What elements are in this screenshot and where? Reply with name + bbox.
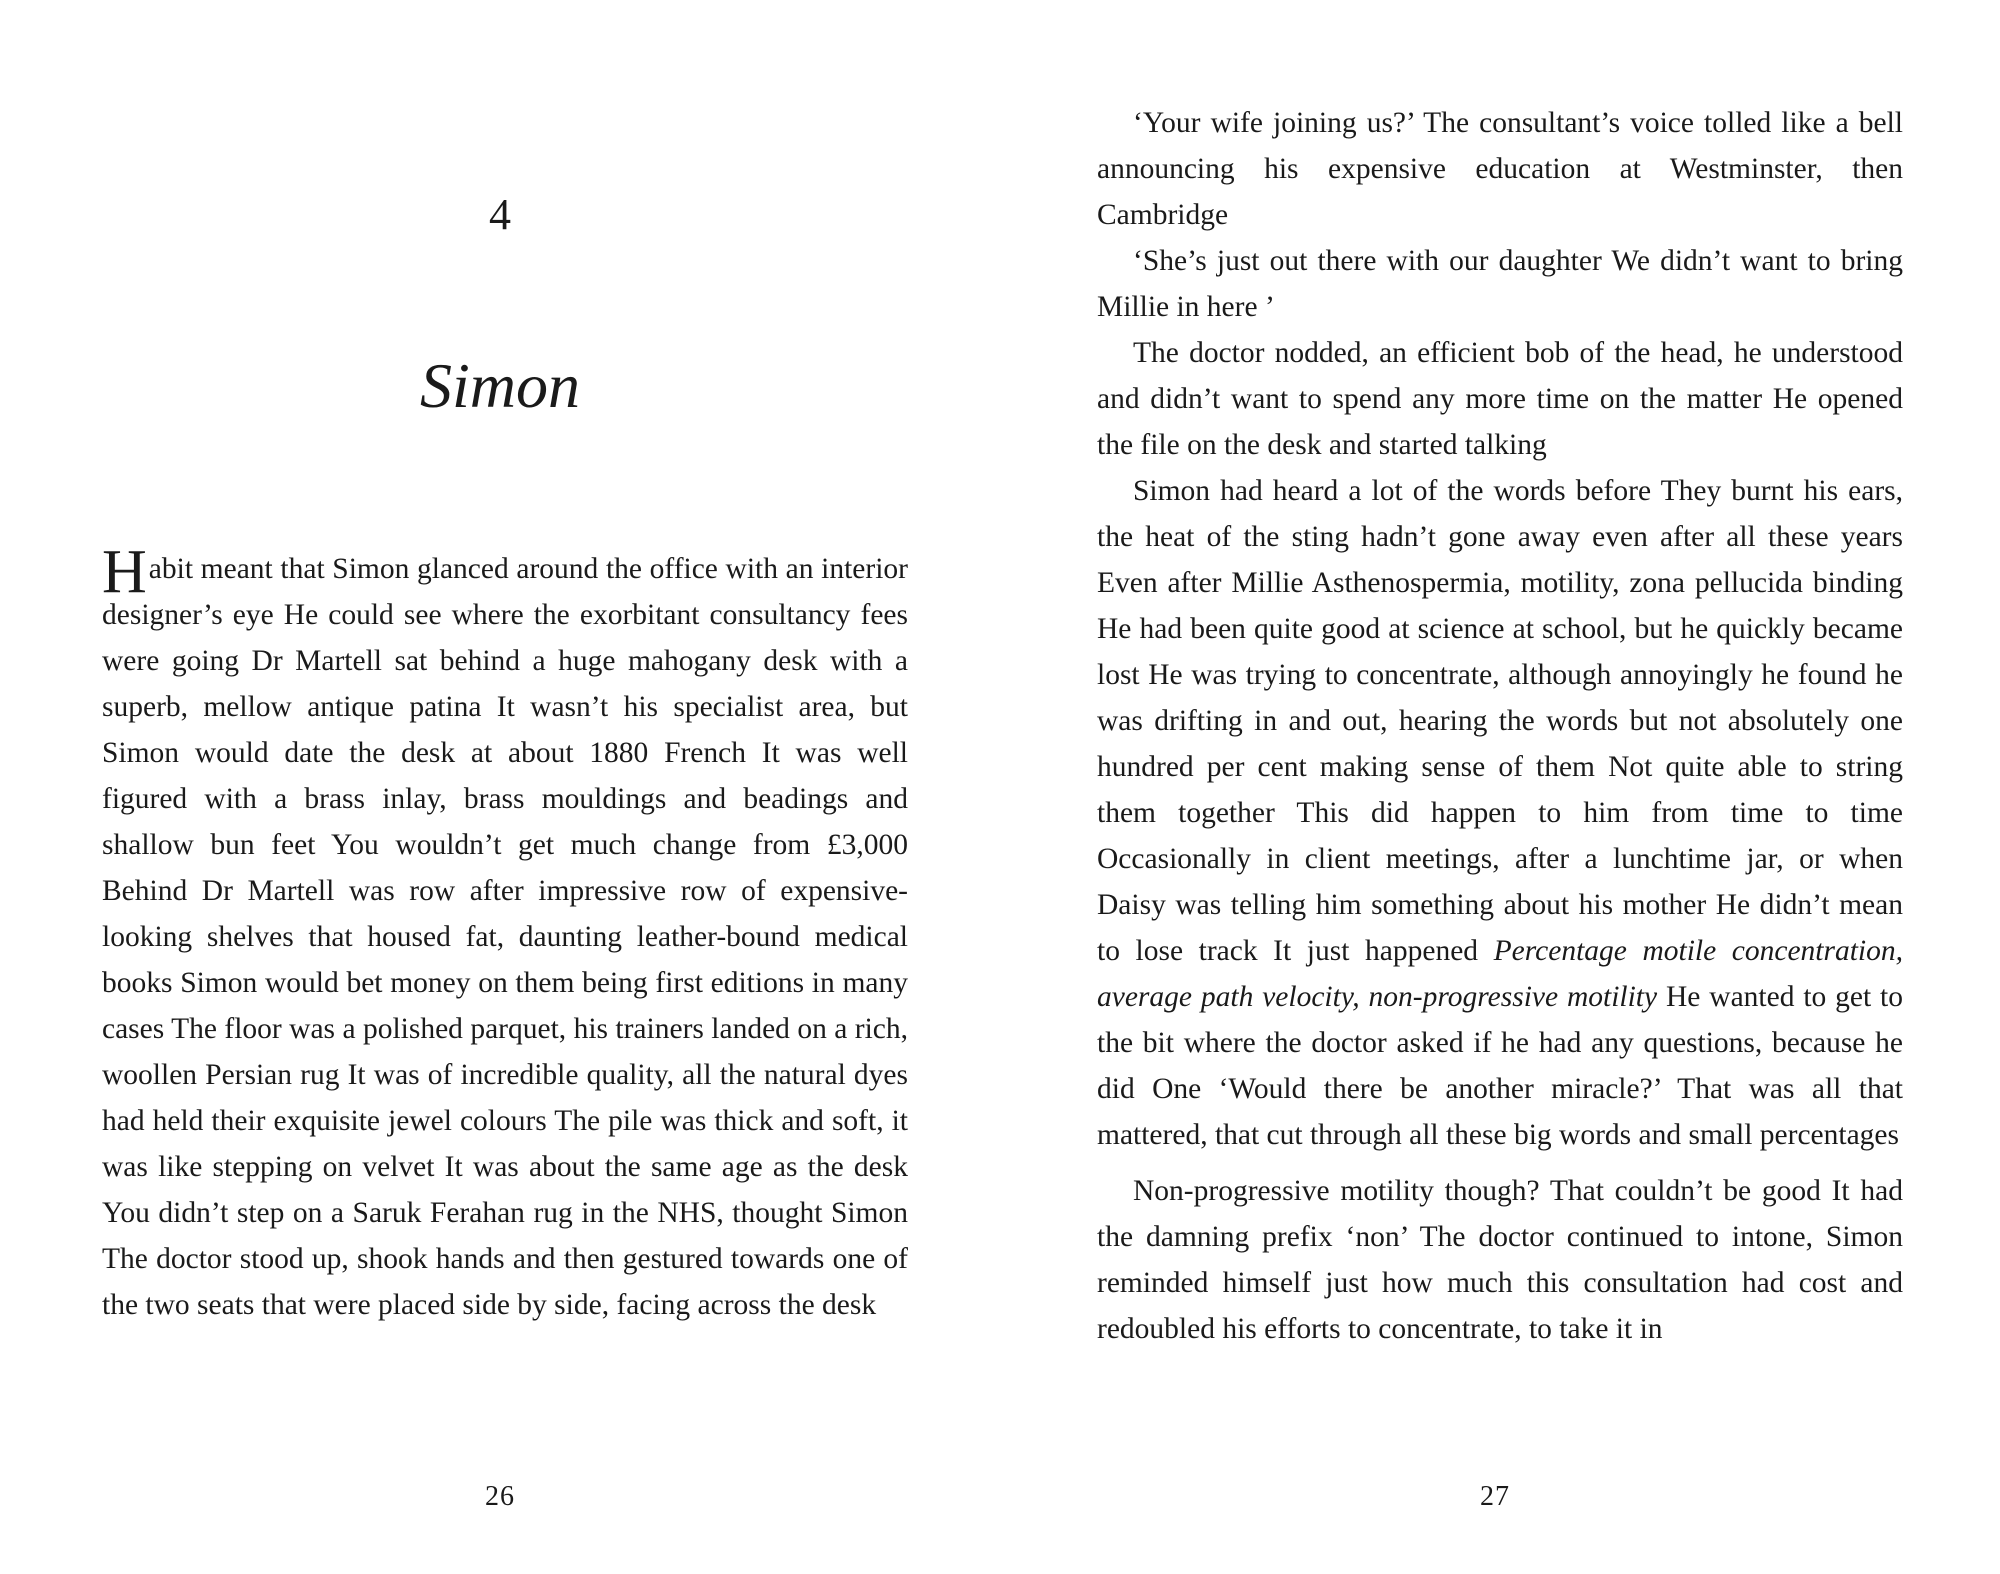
left-body-text bbox=[102, 538, 908, 1328]
page-number-left: 26 bbox=[485, 1481, 515, 1512]
right-page bbox=[1000, 0, 2000, 1574]
opening-paragraph bbox=[102, 538, 908, 1328]
paragraph-3: The doctor nodded, an efficient bob of the head, he understood and didn’t want to spend any more time on the matter He opened the file on the desk and started talking bbox=[1097, 337, 1903, 461]
paragraph-4-start: Simon had heard a lot of the words before They burnt his ears, the heat of the sting hadn’t gone away even after all these years Even after Millie Asthenospermia, motility, zona pellucida binding He had been quite good at science at school, but he quickly became lost He was trying to concentrate, although annoyingly he found he was drifting in and out, hearing the words but not absolutely one hundred per cent making sense of them Not quite able to string them together This did happen to him from time to time Occasionally in client meetings, after a lunchtime jar, or when Daisy was telling him something about his mother He didn’t mean to lose track It just happened bbox=[1097, 475, 1903, 967]
paragraph-4 bbox=[1097, 468, 1903, 1158]
paragraph-4-end: He wanted to get to the bit where the doctor asked if he had any questions, because he did One ‘Would there be another miracle?’ That was all that mattered, that cut through all these big words and small percentages bbox=[1097, 981, 1904, 1151]
paragraph-5: Non-progressive motility though? That couldn’t be good It had the damning prefix ‘non’ The doctor continued to intone, Simon reminded himself just how much this consultation had cost and redoubled his efforts to concentrate, to take it in bbox=[1097, 1175, 1903, 1345]
chapter-number: 4 bbox=[489, 190, 511, 239]
chapter-title: Simon bbox=[420, 350, 580, 421]
paragraph-2: ‘She’s just out there with our daughter We didn’t want to bring Millie in here ’ bbox=[1097, 245, 1903, 323]
page-number-right: 27 bbox=[1480, 1481, 1510, 1512]
drop-cap: H bbox=[102, 538, 147, 606]
right-body-text bbox=[1097, 100, 1903, 1352]
paragraph-4-italic: Percentage motile concentration, average path velocity, non-progressive motility bbox=[1097, 935, 1904, 1013]
opening-paragraph-text: abit meant that Simon glanced around the office with an interior designer’s eye He could see where the exorbitant consultancy fees were going Dr Martell sat behind a huge mahogany desk with a superb, mellow antique patina It wasn’t his specialist area, but Simon would date the desk at about 1880 French It was well figured with a brass inlay, brass mouldings and beadings and shallow bun feet You wouldn’t get much change from £3,000 Behind Dr Martell was row after impressive row of expensive-looking shelves that housed fat, daunting leather-bound medical books Simon would bet money on them being first editions in many cases The floor was a polished parquet, his trainers landed on a rich, woollen Persian rug It was of incredible quality, all the natural dyes had held their exquisite jewel colours The pile was thick and soft, it was like stepping on velvet It was about the same age as the desk You didn’t step on a Saruk Ferahan rug in the NHS, thought Simon The doctor stood up, shook hands and then gestured towards one of the two seats that were placed side by side, facing across the desk bbox=[102, 553, 908, 1321]
paragraph-1: ‘Your wife joining us?’ The consultant’s voice tolled like a bell announcing his expensive education at Westminster, then Cambridge bbox=[1097, 107, 1903, 231]
